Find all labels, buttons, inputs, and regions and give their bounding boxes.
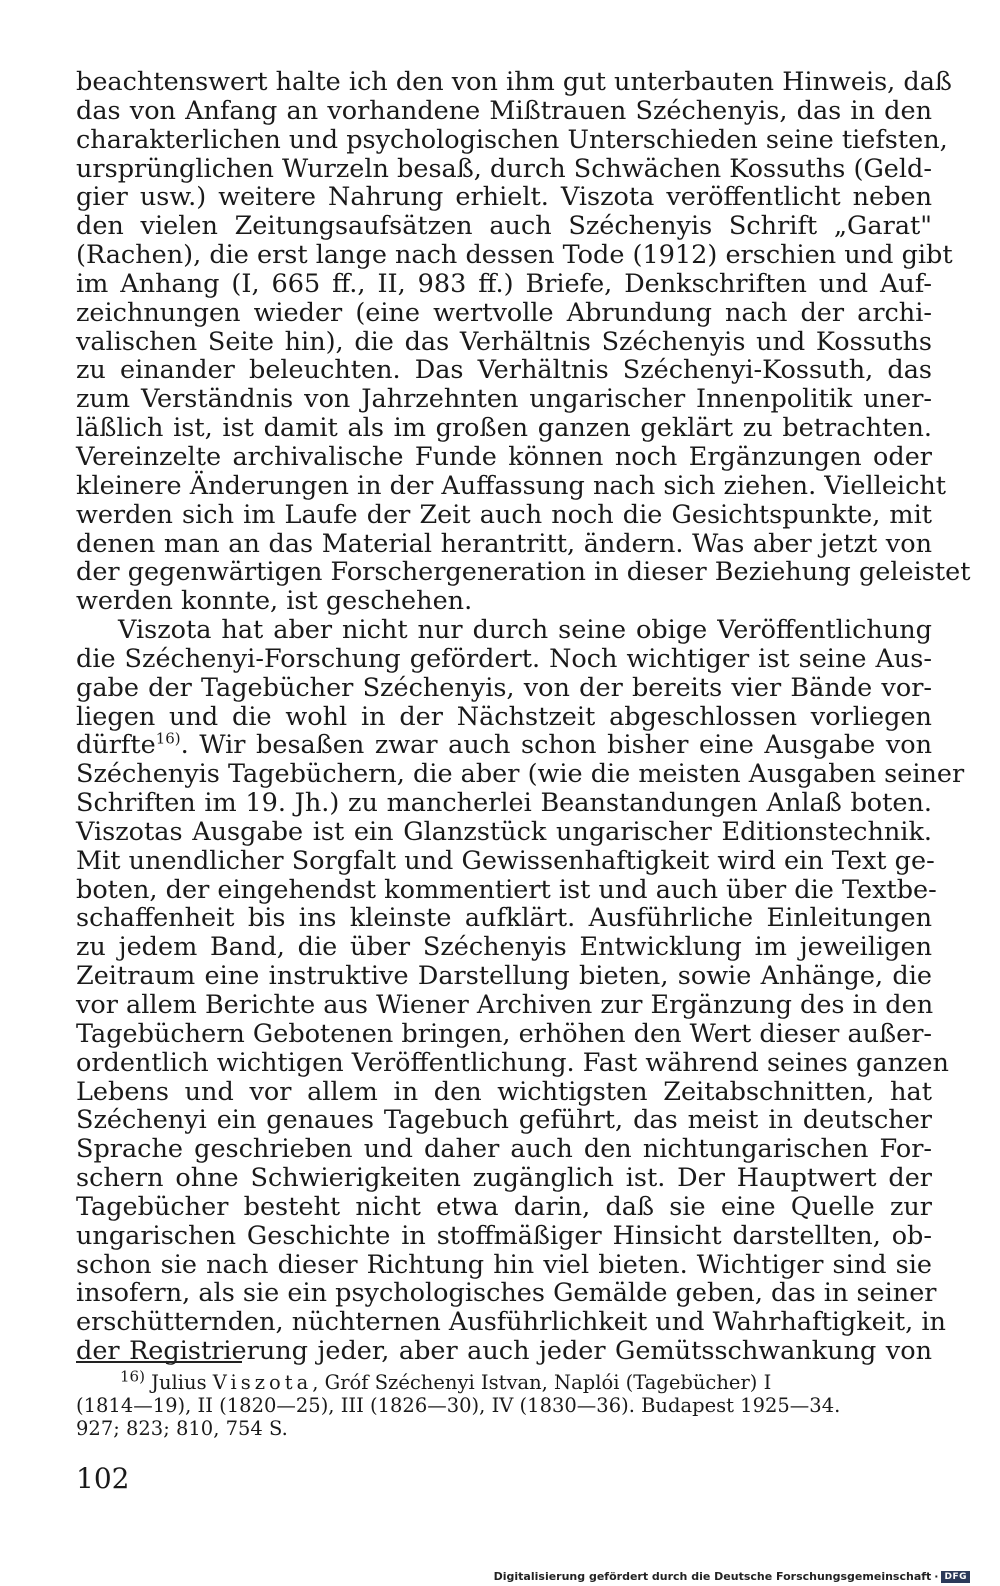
page-number: 102 xyxy=(76,1462,130,1495)
text-line: zum Verständnis von Jahrzehnten ungarischer Innenpolitik uner- xyxy=(76,384,932,415)
text-fragment: . Wir besaßen zwar auch schon bisher eine Ausgabe von xyxy=(180,730,932,761)
text-line: vor allem Berichte aus Wiener Archiven zur Ergänzung des in den xyxy=(76,990,934,1020)
text-line: zu jedem Band, die über Széchenyis Entwicklung im jeweiligen xyxy=(76,932,932,963)
footnote-line: 927; 823; 810, 754 S. xyxy=(76,1417,288,1440)
text-line: Schriften im 19. Jh.) zu mancherlei Beanstandungen Anlaß boten. xyxy=(76,788,932,819)
text-line: Széchenyi ein genaues Tagebuch geführt, das meist in deutscher xyxy=(76,1105,932,1136)
text-fragment: dürfte xyxy=(76,730,156,761)
text-line: Vereinzelte archivalische Funde können noch Ergänzungen oder xyxy=(76,441,932,472)
footnote xyxy=(76,1367,932,1440)
text-line: Lebens und vor allem in den wichtigsten Zeitabschnitten, hat xyxy=(76,1076,932,1107)
text-line: denen man an das Material herantritt, ändern. Was aber jetzt von xyxy=(76,528,932,559)
text-line: Viszota hat aber nicht nur durch seine obige Veröffentlichung xyxy=(118,615,932,646)
digitization-credit xyxy=(494,1570,970,1583)
separator: · xyxy=(934,1570,939,1583)
footnote-marker: 16) xyxy=(120,1367,145,1386)
main-text xyxy=(76,67,971,1367)
text-line: zu einander beleuchten. Das Verhältnis Széchenyi-Kossuth, das xyxy=(76,355,932,386)
text-line: den vielen Zeitungsaufsätzen auch Széchenyis Schrift „Garat" xyxy=(76,211,932,242)
text-line: beachtenswert halte ich den von ihm gut unterbauten Hinweis, daß xyxy=(76,67,952,97)
text-line: Mit unendlicher Sorgfalt und Gewissenhaftigkeit wird ein Text ge- xyxy=(76,845,935,876)
footnote-ref: 16) xyxy=(155,729,181,748)
text-line: (Rachen), die erst lange nach dessen Tode (1912) erschien und gibt xyxy=(76,240,953,271)
text-line: Széchenyis Tagebüchern, die aber (wie die meisten Ausgaben seiner xyxy=(76,759,965,790)
text-line: gabe der Tagebücher Széchenyis, von der bereits vier Bände vor- xyxy=(76,672,932,703)
text-line: boten, der eingehendst kommentiert ist und auch über die Textbe- xyxy=(76,874,937,905)
text-line: ursprünglichen Wurzeln besaß, durch Schwächen Kossuths (Geld- xyxy=(76,153,932,184)
text-line: ordentlich wichtigen Veröffentlichung. Fast während seines ganzen xyxy=(76,1047,949,1078)
text-line: erschütternden, nüchternen Ausführlichkeit und Wahrhaftigkeit, in xyxy=(76,1307,946,1338)
paragraph-2 xyxy=(76,615,965,1367)
text-line: zeichnungen wieder (eine wertvolle Abrundung nach der archi- xyxy=(76,297,932,328)
text-line: Sprache geschrieben und daher auch den nichtungarischen For- xyxy=(76,1134,932,1165)
text-line: insofern, als sie ein psychologisches Gemälde geben, das in seiner xyxy=(76,1278,937,1309)
text-line: die Széchenyi-Forschung gefördert. Noch wichtiger ist seine Aus- xyxy=(76,643,932,674)
text-line: werden sich im Laufe der Zeit auch noch die Gesichtspunkte, mit xyxy=(76,499,932,530)
text-line: werden konnte, ist geschehen. xyxy=(76,586,473,617)
credit-text: Digitalisierung gefördert durch die Deutsche Forschungsgemeinschaft xyxy=(493,1570,932,1583)
text-line: der gegenwärtigen Forschergeneration in dieser Beziehung geleistet xyxy=(76,557,971,588)
text-line: schon sie nach dieser Richtung hin viel bieten. Wichtiger sind sie xyxy=(76,1249,932,1280)
footnote-author-first: Julius xyxy=(151,1371,207,1394)
text-line: gier usw.) weitere Nahrung erhielt. Viszota veröffentlicht neben xyxy=(76,182,932,213)
text-line: Tagebüchern Gebotenen bringen, erhöhen den Wert dieser außer- xyxy=(76,1018,932,1049)
text-line: Zeitraum eine instruktive Darstellung bieten, sowie Anhänge, die xyxy=(76,961,932,992)
text-line: schaffenheit bis ins kleinste aufklärt. Ausführliche Einleitungen xyxy=(76,903,932,934)
text-line: valischen Seite hin), die das Verhältnis Széchenyis und Kossuths xyxy=(76,326,932,357)
text-line: ungarischen Geschichte in stoffmäßiger Hinsicht darstellten, ob- xyxy=(76,1220,932,1251)
text-line: läßlich ist, ist damit als im großen ganzen geklärt zu betrachten. xyxy=(76,413,932,444)
text-line: kleinere Änderungen in der Auffassung nach sich ziehen. Vielleicht xyxy=(76,470,947,501)
footnote-author-last: Viszota xyxy=(212,1371,313,1394)
text-line: das von Anfang an vorhandene Mißtrauen Széchenyis, das in den xyxy=(76,95,932,126)
dfg-logo-icon: DFG xyxy=(941,1571,970,1583)
text-line: Tagebücher besteht nicht etwa darin, daß sie eine Quelle zur xyxy=(76,1191,932,1222)
footnote-line: (1814—19), II (1820—25), III (1826—30), IV (1830—36). Budapest 1925—34. xyxy=(76,1394,841,1417)
footnote-line xyxy=(76,1367,932,1394)
text-line: im Anhang (I, 665 ff., II, 983 ff.) Briefe, Denkschriften und Auf- xyxy=(76,268,932,299)
text-line: liegen und die wohl in der Nächstzeit abgeschlossen vorliegen xyxy=(76,701,932,732)
text-line: charakterlichen und psychologischen Unterschieden seine tiefsten, xyxy=(76,124,948,155)
footnote-divider xyxy=(76,1361,242,1363)
text-line: schern ohne Schwierigkeiten zugänglich ist. Der Hauptwert der xyxy=(76,1163,932,1194)
text-line: Viszotas Ausgabe ist ein Glanzstück ungarischer Editionstechnik. xyxy=(76,816,932,847)
footnote-text: , Gróf Széchenyi Istvan, Naplói (Tagebücher) I xyxy=(312,1371,772,1394)
paragraph-1 xyxy=(76,67,971,617)
text-line-with-footnote-ref xyxy=(76,731,932,760)
text-line: der Registrierung jeder, aber auch jeder Gemütsschwankung von xyxy=(76,1336,932,1367)
